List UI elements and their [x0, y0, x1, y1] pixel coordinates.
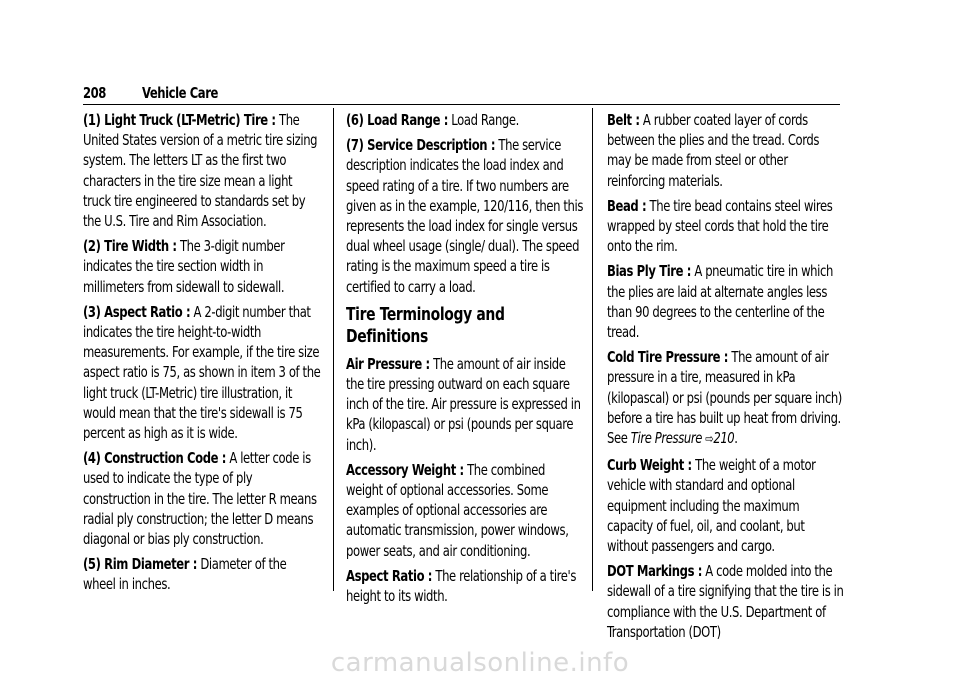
definition-belt: Belt : A rubber coated layer of cords between the plies and the tread. Cords may be made from steel or other reinforcing materials. — [607, 111, 820, 190]
section-heading: Tire Terminology and Definitions — [346, 303, 505, 347]
definition-light-truck: (1) Light Truck (LT-Metric) Tire : The United States version of a metric tire sizing system. The letters LT as the first two characters in the tire size mean a light truck tire engineered to standards set by the U.S. Tire and Rim Association. — [83, 111, 318, 231]
definition-air-pressure: Air Pressure : The amount of air inside the tire pressing outward on each square inch of the tire. Air pressure is expressed in kPa (kilopascal) or psi (pounds per square inch). — [346, 354, 581, 454]
definition-tire-width: (2) Tire Width : The 3-digit number indicates the tire section width in millimeters from sidewall to sidewall. — [83, 237, 285, 296]
page-number: 208 — [83, 84, 106, 102]
column-3 — [607, 110, 845, 647]
definition-bead: Bead : The tire bead contains steel wires wrapped by steel cords that hold the tire onto the rim. — [607, 196, 833, 256]
column-divider — [592, 108, 593, 591]
definition-aspect-ratio: Aspect Ratio : The relationship of a tire's height to its width. — [346, 566, 576, 606]
definition-rim-diameter: (5) Rim Diameter : Diameter of the wheel in inches. — [83, 555, 287, 594]
watermark: carmanualsonline.info — [330, 648, 630, 678]
definition-service-description: (7) Service Description : The service description indicates the load index and speed rating of a tire. If two numbers are given as in the example, 120/116, then this represents the load index for single versus dual wheel usage (single/ dual). The speed rating is the maximum speed a tire is certified to carry a load. — [346, 136, 583, 296]
page-reference-arrow-icon: ⇨ — [705, 432, 714, 448]
definition-dot-markings: DOT Markings : A code molded into the sidewall of a tire signifying that the tire is in compliance with the U.S. Department of Transportation (DOT) — [607, 562, 844, 641]
definition-aspect-ratio-code: (3) Aspect Ratio : A 2-digit number that indicates the tire height-to-width measurements. For example, if the tire size aspect ratio is 75, as shown in item 3 of the light truck (LT-Metric) tire illustration, it would mean that the tire's sidewall is 75 percent as high as it is wide. — [83, 302, 321, 443]
definition-cold-tire-pressure: Cold Tire Pressure : The amount of air pressure in a tire, measured in kPa (kilopascal) or psi (pounds per square inch) before a tire has built up heat from driving. See Tire Pressure ⇨210. — [607, 348, 842, 448]
column-divider — [333, 108, 334, 591]
definition-accessory-weight: Accessory Weight : The combined weight of optional accessories. Some examples of optional accessories are automatic transmission, power windows, power seats, and air conditioning. — [346, 460, 569, 560]
definition-curb-weight: Curb Weight : The weight of a motor vehicle with standard and optional equipment including the maximum capacity of fuel, oil, and coolant, but without passengers and cargo. — [607, 456, 816, 556]
definition-load-range: (6) Load Range : Load Range. — [346, 111, 519, 129]
definition-construction-code: (4) Construction Code : A letter code is used to indicate the type of ply construction in the tire. The letter R means radial ply construction; the letter D means diagonal or bias ply construction. — [83, 449, 317, 549]
section-title: Vehicle Care — [142, 84, 218, 102]
column-2 — [346, 110, 584, 611]
page-header — [83, 82, 840, 105]
column-1 — [83, 110, 321, 600]
definition-bias-ply-tire: Bias Ply Tire : A pneumatic tire in which the plies are laid at alternate angles less than 90 degrees to the centerline of the tread. — [607, 262, 833, 342]
tire-pressure-link[interactable]: Tire Pressure ⇨210 — [630, 429, 735, 448]
